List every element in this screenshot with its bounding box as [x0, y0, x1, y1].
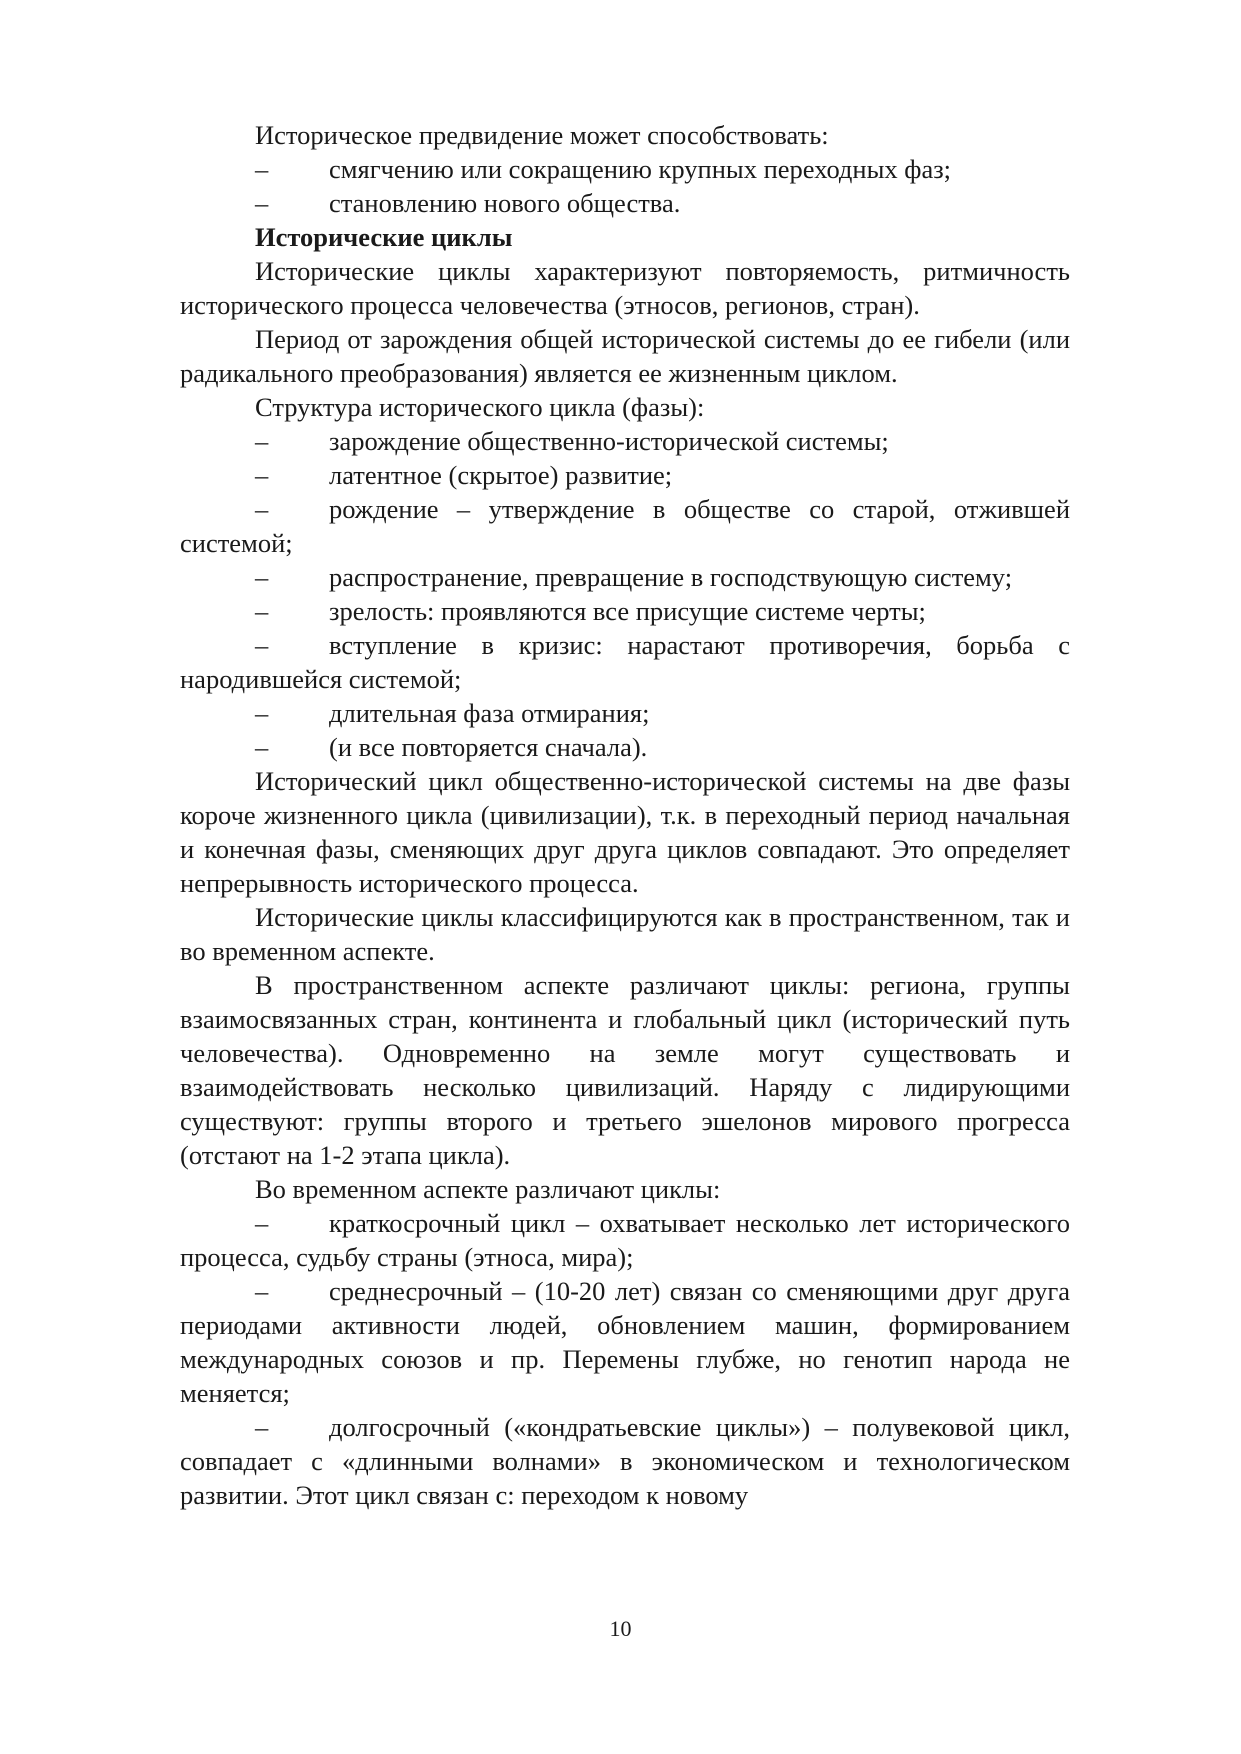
list-item-text: долгосрочный («кондратьевские циклы») – полувековой цикл, совпадает с «длинными волнами» в экономическом и технологическом развитии. Этот цикл связан с: переходом к новому [180, 1412, 1070, 1510]
list-item [180, 560, 1070, 594]
list-item-text: распространение, превращение в господствующую систему; [329, 562, 1013, 592]
paragraph: Исторические циклы характеризуют повторяемость, ритмичность исторического процесса человечества (этносов, регионов, стран). [180, 256, 1070, 320]
list-item [180, 424, 1070, 458]
dash-marker: – [255, 460, 269, 490]
list-item [180, 1206, 1070, 1274]
dash-marker: – [255, 154, 269, 184]
dash-marker: – [255, 1276, 269, 1306]
document-page [180, 118, 1070, 1512]
list-item [180, 594, 1070, 628]
list-item [180, 1410, 1070, 1512]
dash-marker: – [255, 426, 269, 456]
list-item [180, 152, 1070, 186]
list-item-text: зрелость: проявляются все присущие системе черты; [329, 596, 926, 626]
dash-marker: – [255, 630, 269, 660]
list-item [180, 458, 1070, 492]
dash-marker: – [255, 1412, 269, 1442]
list-item-text: длительная фаза отмирания; [329, 698, 650, 728]
dash-marker: – [255, 698, 269, 728]
dash-marker: – [255, 596, 269, 626]
list-item-text: среднесрочный – (10-20 лет) связан со сменяющими друг друга периодами активности людей, обновлением машин, формированием международных союзов и пр. Перемены глубже, но генотип народа не меняется; [180, 1276, 1070, 1408]
dash-marker: – [255, 732, 269, 762]
dash-marker: – [255, 562, 269, 592]
list-item-text: (и все повторяется сначала). [329, 732, 648, 762]
section-heading: Исторические циклы [255, 222, 513, 252]
time-intro: Во временном аспекте различают циклы: [255, 1174, 721, 1204]
list-item [180, 628, 1070, 696]
list-item-text: смягчению или сокращению крупных переходных фаз; [329, 154, 952, 184]
list-item [180, 696, 1070, 730]
paragraph: Период от зарождения общей исторической системы до ее гибели (или радикального преобразования) является ее жизненным циклом. [180, 324, 1070, 388]
list-item [180, 186, 1070, 220]
list-item-text: зарождение общественно-исторической системы; [329, 426, 889, 456]
paragraph: Исторические циклы классифицируются как в пространственном, так и во временном аспекте. [180, 902, 1070, 966]
list-item-text: краткосрочный цикл – охватывает несколько лет исторического процесса, судьбу страны (этноса, мира); [180, 1208, 1070, 1272]
dash-marker: – [255, 1208, 269, 1238]
paragraph: Исторический цикл общественно-исторической системы на две фазы короче жизненного цикла (цивилизации), т.к. в переходный период начальная и конечная фазы, сменяющих друг друга циклов совпадают. Это определяет непрерывность исторического процесса. [180, 766, 1070, 898]
list-item-text: вступление в кризис: нарастают противоречия, борьба с народившейся системой; [180, 630, 1070, 694]
structure-intro: Структура исторического цикла (фазы): [255, 392, 705, 422]
list-item-text: латентное (скрытое) развитие; [329, 460, 673, 490]
list-item-text: становлению нового общества. [329, 188, 681, 218]
dash-marker: – [255, 188, 269, 218]
paragraph: В пространственном аспекте различают циклы: региона, группы взаимосвязанных стран, континента и глобальный цикл (исторический путь человечества). Одновременно на земле могут существовать и взаимодействовать несколько цивилизаций. Наряду с лидирующими существуют: группы второго и третьего эшелонов мирового прогресса (отстают на 1-2 этапа цикла). [180, 970, 1070, 1170]
list-item-text: рождение – утверждение в обществе со старой, отжившей системой; [180, 494, 1070, 558]
page-number: 10 [609, 1616, 632, 1641]
foresight-intro: Историческое предвидение может способствовать: [255, 120, 829, 150]
list-item [180, 730, 1070, 764]
list-item [180, 492, 1070, 560]
dash-marker: – [255, 494, 269, 524]
list-item [180, 1274, 1070, 1410]
